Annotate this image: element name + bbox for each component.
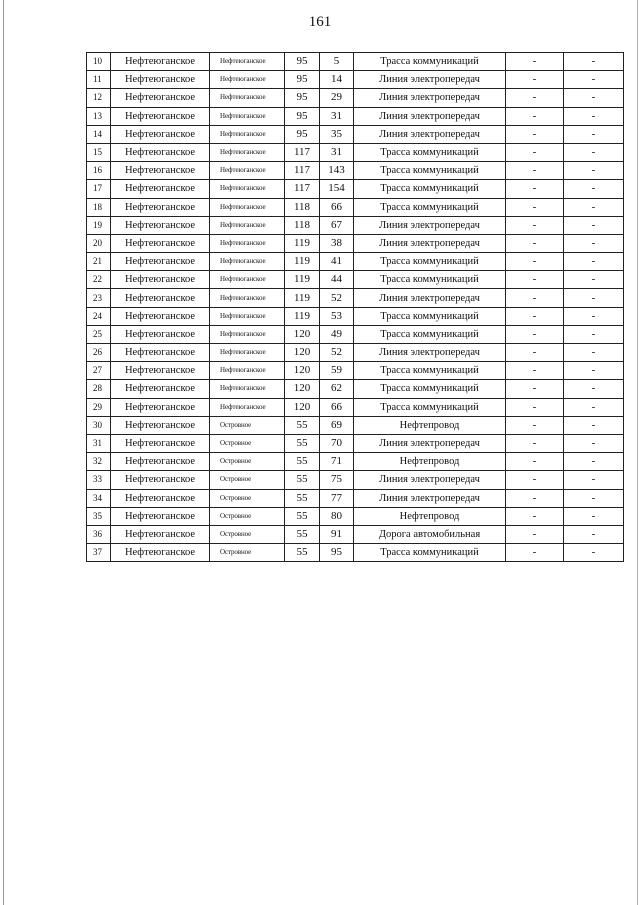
district-name: Нефтеюганское [210,53,285,71]
district-name: Нефтеюганское [210,344,285,362]
field-name: Нефтеюганское [111,489,210,507]
table-row [87,125,624,143]
row-number: 11 [87,71,111,89]
lot-number: 95 [320,544,354,562]
row-number: 15 [87,143,111,161]
district-name: Нефтеюганское [210,107,285,125]
lot-number: 53 [320,307,354,325]
object-type: Трасса коммуникаций [354,53,506,71]
blank-column-2: - [564,307,624,325]
quarter-number: 120 [285,398,320,416]
object-type: Трасса коммуникаций [354,362,506,380]
field-name: Нефтеюганское [111,525,210,543]
quarter-number: 119 [285,289,320,307]
table-row [87,525,624,543]
district-name: Нефтеюганское [210,125,285,143]
field-name: Нефтеюганское [111,71,210,89]
lot-number: 38 [320,234,354,252]
row-number: 23 [87,289,111,307]
table-row [87,489,624,507]
blank-column-2: - [564,143,624,161]
row-number: 33 [87,471,111,489]
object-type: Линия электропередач [354,434,506,452]
district-name: Нефтеюганское [210,398,285,416]
table-row [87,53,624,71]
blank-column-1: - [506,271,564,289]
lot-number: 52 [320,289,354,307]
field-name: Нефтеюганское [111,544,210,562]
table-row [87,544,624,562]
quarter-number: 95 [285,53,320,71]
blank-column-2: - [564,125,624,143]
blank-column-2: - [564,398,624,416]
lot-number: 71 [320,453,354,471]
field-name: Нефтеюганское [111,107,210,125]
blank-column-1: - [506,180,564,198]
object-type: Трасса коммуникаций [354,253,506,271]
row-number: 13 [87,107,111,125]
row-number: 14 [87,125,111,143]
district-name: Нефтеюганское [210,362,285,380]
district-name: Нефтеюганское [210,289,285,307]
object-type: Трасса коммуникаций [354,544,506,562]
quarter-number: 95 [285,107,320,125]
quarter-number: 117 [285,180,320,198]
row-number: 32 [87,453,111,471]
lot-number: 62 [320,380,354,398]
table-row [87,453,624,471]
quarter-number: 95 [285,125,320,143]
blank-column-1: - [506,525,564,543]
table-row [87,71,624,89]
quarter-number: 55 [285,453,320,471]
lot-number: 154 [320,180,354,198]
scan-edge-left [3,0,4,905]
lot-number: 41 [320,253,354,271]
district-name: Нефтеюганское [210,71,285,89]
lot-number: 35 [320,125,354,143]
district-name: Островное [210,544,285,562]
blank-column-1: - [506,398,564,416]
blank-column-1: - [506,143,564,161]
row-number: 37 [87,544,111,562]
field-name: Нефтеюганское [111,362,210,380]
registry-table [86,52,624,562]
object-type: Линия электропередач [354,344,506,362]
field-name: Нефтеюганское [111,507,210,525]
table-row [87,162,624,180]
field-name: Нефтеюганское [111,143,210,161]
blank-column-2: - [564,344,624,362]
object-type: Линия электропередач [354,107,506,125]
row-number: 22 [87,271,111,289]
field-name: Нефтеюганское [111,416,210,434]
table-row [87,344,624,362]
quarter-number: 55 [285,544,320,562]
quarter-number: 55 [285,489,320,507]
district-name: Нефтеюганское [210,253,285,271]
table-row [87,416,624,434]
field-name: Нефтеюганское [111,89,210,107]
row-number: 30 [87,416,111,434]
blank-column-2: - [564,434,624,452]
district-name: Нефтеюганское [210,271,285,289]
quarter-number: 55 [285,507,320,525]
blank-column-2: - [564,489,624,507]
blank-column-2: - [564,162,624,180]
blank-column-1: - [506,307,564,325]
quarter-number: 120 [285,362,320,380]
blank-column-2: - [564,253,624,271]
row-number: 17 [87,180,111,198]
object-type: Трасса коммуникаций [354,307,506,325]
blank-column-2: - [564,416,624,434]
blank-column-2: - [564,507,624,525]
lot-number: 70 [320,434,354,452]
lot-number: 59 [320,362,354,380]
district-name: Островное [210,489,285,507]
blank-column-1: - [506,544,564,562]
table-row [87,325,624,343]
lot-number: 49 [320,325,354,343]
quarter-number: 55 [285,416,320,434]
blank-column-1: - [506,416,564,434]
lot-number: 31 [320,107,354,125]
row-number: 35 [87,507,111,525]
lot-number: 44 [320,271,354,289]
lot-number: 143 [320,162,354,180]
field-name: Нефтеюганское [111,162,210,180]
table-row [87,89,624,107]
table-row [87,253,624,271]
blank-column-1: - [506,125,564,143]
quarter-number: 117 [285,162,320,180]
blank-column-1: - [506,289,564,307]
object-type: Трасса коммуникаций [354,162,506,180]
blank-column-2: - [564,544,624,562]
field-name: Нефтеюганское [111,325,210,343]
blank-column-2: - [564,180,624,198]
lot-number: 69 [320,416,354,434]
district-name: Островное [210,453,285,471]
table-row [87,216,624,234]
blank-column-1: - [506,471,564,489]
table-row [87,507,624,525]
blank-column-1: - [506,234,564,252]
table-row [87,180,624,198]
quarter-number: 95 [285,71,320,89]
quarter-number: 55 [285,434,320,452]
blank-column-2: - [564,53,624,71]
blank-column-1: - [506,162,564,180]
blank-column-2: - [564,271,624,289]
blank-column-1: - [506,344,564,362]
row-number: 16 [87,162,111,180]
blank-column-1: - [506,198,564,216]
scan-edge-right [637,0,638,905]
field-name: Нефтеюганское [111,216,210,234]
quarter-number: 120 [285,380,320,398]
object-type: Трасса коммуникаций [354,325,506,343]
lot-number: 77 [320,489,354,507]
row-number: 21 [87,253,111,271]
field-name: Нефтеюганское [111,180,210,198]
field-name: Нефтеюганское [111,253,210,271]
object-type: Нефтепровод [354,453,506,471]
field-name: Нефтеюганское [111,344,210,362]
table-row [87,234,624,252]
table-row [87,271,624,289]
district-name: Нефтеюганское [210,162,285,180]
table-row [87,307,624,325]
district-name: Нефтеюганское [210,307,285,325]
field-name: Нефтеюганское [111,398,210,416]
lot-number: 5 [320,53,354,71]
table-row [87,198,624,216]
quarter-number: 55 [285,471,320,489]
blank-column-1: - [506,53,564,71]
blank-column-1: - [506,71,564,89]
blank-column-2: - [564,362,624,380]
district-name: Островное [210,507,285,525]
blank-column-1: - [506,507,564,525]
district-name: Нефтеюганское [210,216,285,234]
quarter-number: 119 [285,234,320,252]
table-row [87,107,624,125]
object-type: Нефтепровод [354,507,506,525]
object-type: Линия электропередач [354,125,506,143]
row-number: 34 [87,489,111,507]
blank-column-2: - [564,525,624,543]
field-name: Нефтеюганское [111,271,210,289]
blank-column-1: - [506,434,564,452]
row-number: 18 [87,198,111,216]
field-name: Нефтеюганское [111,53,210,71]
field-name: Нефтеюганское [111,471,210,489]
lot-number: 31 [320,143,354,161]
object-type: Трасса коммуникаций [354,271,506,289]
blank-column-2: - [564,107,624,125]
quarter-number: 117 [285,143,320,161]
row-number: 19 [87,216,111,234]
table-row [87,362,624,380]
quarter-number: 95 [285,89,320,107]
lot-number: 52 [320,344,354,362]
lot-number: 29 [320,89,354,107]
blank-column-2: - [564,453,624,471]
object-type: Трасса коммуникаций [354,180,506,198]
blank-column-1: - [506,489,564,507]
blank-column-1: - [506,89,564,107]
object-type: Трасса коммуникаций [354,380,506,398]
blank-column-2: - [564,71,624,89]
object-type: Трасса коммуникаций [354,198,506,216]
object-type: Линия электропередач [354,234,506,252]
lot-number: 66 [320,198,354,216]
object-type: Дорога автомобильная [354,525,506,543]
registry-table-body [87,53,624,562]
field-name: Нефтеюганское [111,234,210,252]
blank-column-2: - [564,325,624,343]
district-name: Нефтеюганское [210,234,285,252]
row-number: 27 [87,362,111,380]
row-number: 10 [87,53,111,71]
district-name: Нефтеюганское [210,380,285,398]
table-row [87,289,624,307]
object-type: Линия электропередач [354,71,506,89]
lot-number: 66 [320,398,354,416]
table-row [87,471,624,489]
object-type: Линия электропередач [354,89,506,107]
object-type: Нефтепровод [354,416,506,434]
row-number: 20 [87,234,111,252]
blank-column-2: - [564,289,624,307]
table-row [87,398,624,416]
field-name: Нефтеюганское [111,289,210,307]
object-type: Линия электропередач [354,216,506,234]
object-type: Линия электропередач [354,471,506,489]
blank-column-2: - [564,471,624,489]
blank-column-2: - [564,198,624,216]
object-type: Линия электропередач [354,289,506,307]
quarter-number: 55 [285,525,320,543]
blank-column-1: - [506,380,564,398]
blank-column-2: - [564,216,624,234]
quarter-number: 119 [285,307,320,325]
object-type: Трасса коммуникаций [354,398,506,416]
blank-column-1: - [506,325,564,343]
field-name: Нефтеюганское [111,434,210,452]
lot-number: 80 [320,507,354,525]
blank-column-2: - [564,380,624,398]
district-name: Островное [210,416,285,434]
lot-number: 75 [320,471,354,489]
field-name: Нефтеюганское [111,198,210,216]
quarter-number: 118 [285,216,320,234]
quarter-number: 119 [285,271,320,289]
table-row [87,434,624,452]
row-number: 12 [87,89,111,107]
object-type: Линия электропередач [354,489,506,507]
district-name: Нефтеюганское [210,180,285,198]
district-name: Островное [210,434,285,452]
blank-column-2: - [564,234,624,252]
table-row [87,143,624,161]
field-name: Нефтеюганское [111,453,210,471]
row-number: 36 [87,525,111,543]
quarter-number: 118 [285,198,320,216]
field-name: Нефтеюганское [111,380,210,398]
district-name: Нефтеюганское [210,198,285,216]
blank-column-1: - [506,107,564,125]
lot-number: 91 [320,525,354,543]
quarter-number: 119 [285,253,320,271]
row-number: 25 [87,325,111,343]
row-number: 26 [87,344,111,362]
row-number: 28 [87,380,111,398]
object-type: Трасса коммуникаций [354,143,506,161]
blank-column-1: - [506,453,564,471]
table-row [87,380,624,398]
blank-column-1: - [506,216,564,234]
field-name: Нефтеюганское [111,125,210,143]
blank-column-1: - [506,362,564,380]
field-name: Нефтеюганское [111,307,210,325]
district-name: Нефтеюганское [210,143,285,161]
blank-column-2: - [564,89,624,107]
district-name: Островное [210,525,285,543]
district-name: Островное [210,471,285,489]
quarter-number: 120 [285,325,320,343]
quarter-number: 120 [285,344,320,362]
district-name: Нефтеюганское [210,89,285,107]
page-number: 161 [308,14,332,30]
district-name: Нефтеюганское [210,325,285,343]
blank-column-1: - [506,253,564,271]
row-number: 24 [87,307,111,325]
row-number: 29 [87,398,111,416]
lot-number: 67 [320,216,354,234]
lot-number: 14 [320,71,354,89]
row-number: 31 [87,434,111,452]
